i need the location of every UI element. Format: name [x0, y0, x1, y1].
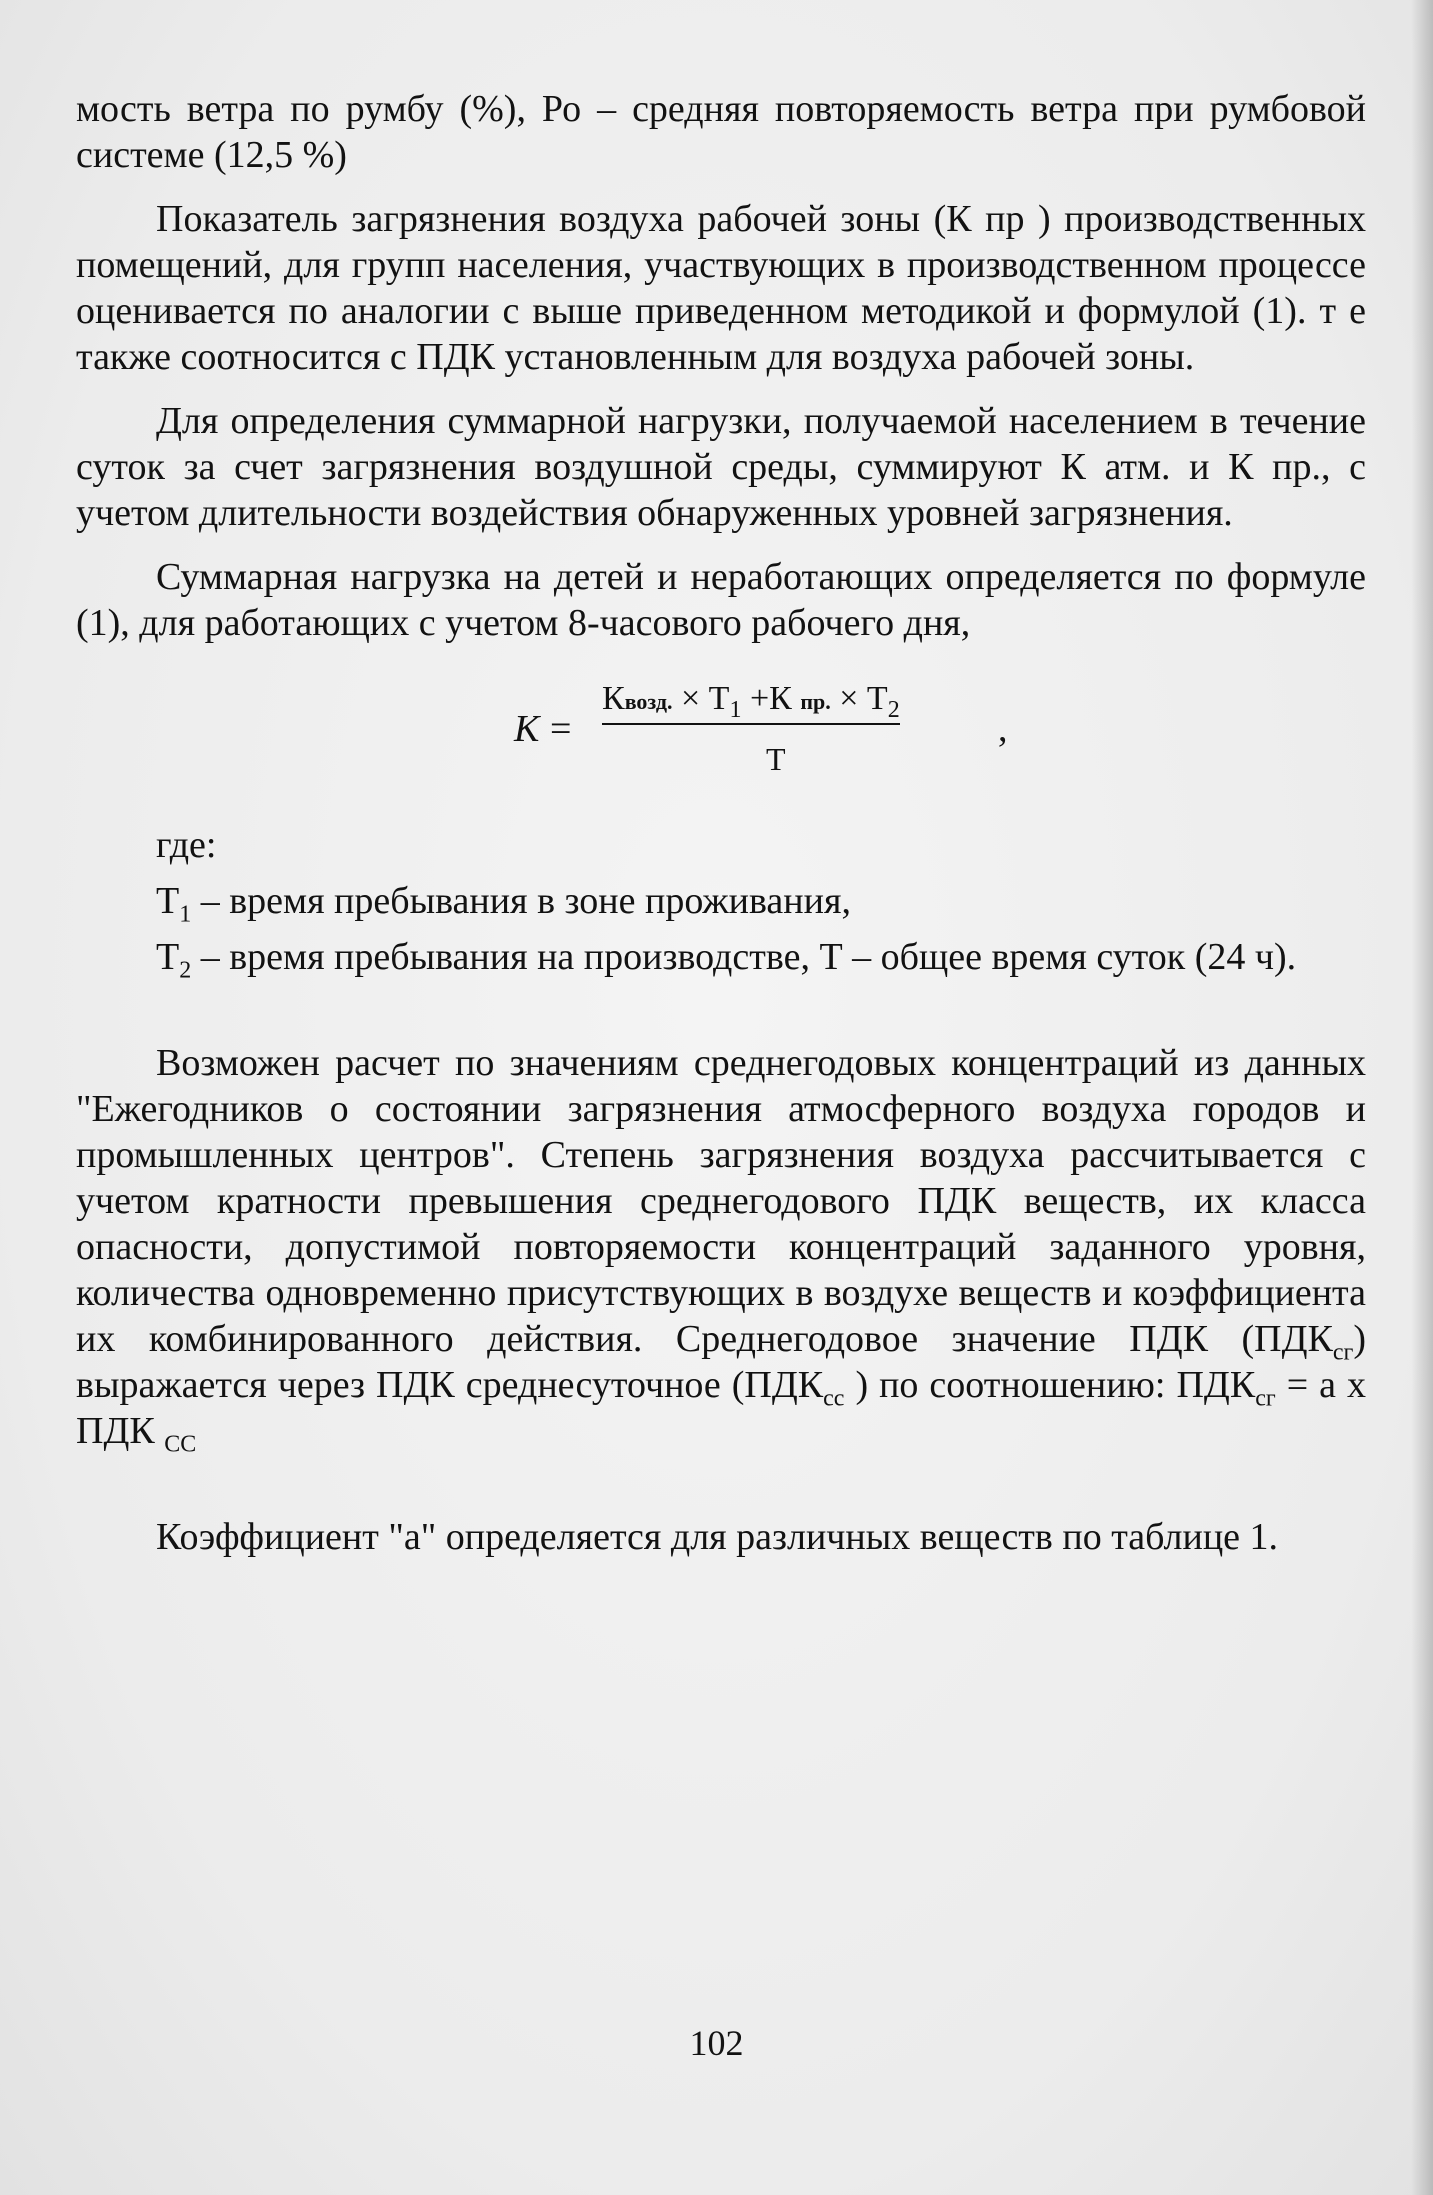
- formula-t1-sub: 1: [729, 696, 742, 723]
- paragraph-5-main: Возможен расчет по значениям среднегодовых концентраций из данных "Ежегодников о состоянии загрязнения атмосферного воздуха городов и промышленных центров". Степень загрязнения воздуха рассчитывается с учетом кратности превышения среднегодового ПДК веществ, их класса опасности, допустимой повторяемости концентраций заданного уровня, количества одновременно присутствующих в воздухе веществ и коэффициента их комбинированного действия. Среднегодовое значение ПДК (ПДК: [76, 1042, 1366, 1360]
- paragraph-5: [76, 1040, 1366, 1458]
- formula-t2-sub: 2: [887, 696, 900, 723]
- formula-comma: ,: [998, 708, 1008, 750]
- pdk-sg-sub: сг: [1332, 1339, 1354, 1366]
- formula-k1: К: [602, 680, 625, 717]
- paragraph-5-mid: ) выражается через ПДК среднесуточное (ПДК: [76, 1318, 1366, 1406]
- definition-t1: [76, 878, 1366, 928]
- def-t2-sub: 2: [179, 957, 192, 984]
- where-label: где:: [156, 824, 217, 866]
- formula-sub-vozd: возд.: [624, 689, 673, 714]
- def-t1-sub: 1: [179, 901, 192, 928]
- paragraph-5-ratio: ) по соотношению: ПДК: [844, 1364, 1256, 1406]
- formula-equals: =: [550, 708, 572, 750]
- pdk-CC-sub: СС: [164, 1431, 197, 1458]
- def-t2-symbol: Т: [156, 936, 180, 978]
- pdk-ss-sub: сс: [823, 1385, 845, 1412]
- page-edge-shadow: [1411, 0, 1433, 2195]
- pdk-sg-sub-2: сг: [1255, 1385, 1276, 1412]
- formula-lhs: K: [514, 708, 540, 750]
- def-t2-text: – время пребывания на производстве, Т – общее время суток (24 ч).: [191, 936, 1297, 978]
- paragraph-3: Для определения суммарной нагрузки, получаемой населением в течение суток за счет загрязнения воздушной среды, суммируют К атм. и К пр., с учетом длительности воздействия обнаруженных уровней загрязнения.: [76, 400, 1366, 534]
- def-t1-text: – время пребывания в зоне проживания,: [191, 880, 851, 922]
- def-t1-symbol: Т: [156, 880, 180, 922]
- formula-times-t: × Т: [672, 680, 730, 717]
- formula-sub-pr: пр.: [800, 689, 831, 714]
- paragraph-6: Коэффициент "а" определяется для различных веществ по таблице 1.: [156, 1516, 1279, 1558]
- formula-times-t2: × Т: [830, 680, 888, 717]
- paragraph-2: Показатель загрязнения воздуха рабочей зоны (К пр ) производственных помещений, для групп населения, участвующих в производственном процессе оценивается по аналогии с выше приведенном методикой и формулой (1). т е также соотносится с ПДК установленным для воздуха рабочей зоны.: [76, 198, 1366, 378]
- page-body: [76, 86, 1366, 1560]
- paragraph-1: мость ветра по румбу (%), Ро – средняя повторяемость ветра при румбовой системе (12,5 %): [76, 88, 1366, 176]
- formula-plus-k: +К: [741, 680, 801, 717]
- definition-t2: [76, 934, 1366, 984]
- formula-numerator: [602, 680, 900, 725]
- page-number: 102: [689, 2023, 744, 2063]
- formula: [466, 676, 1366, 794]
- paragraph-5-end: = а х ПДК: [76, 1364, 1366, 1452]
- paragraph-4: Суммарная нагрузка на детей и неработающих определяется по формуле (1), для работающих с учетом 8-часового рабочего дня,: [76, 556, 1366, 644]
- formula-denominator: Т: [766, 741, 786, 777]
